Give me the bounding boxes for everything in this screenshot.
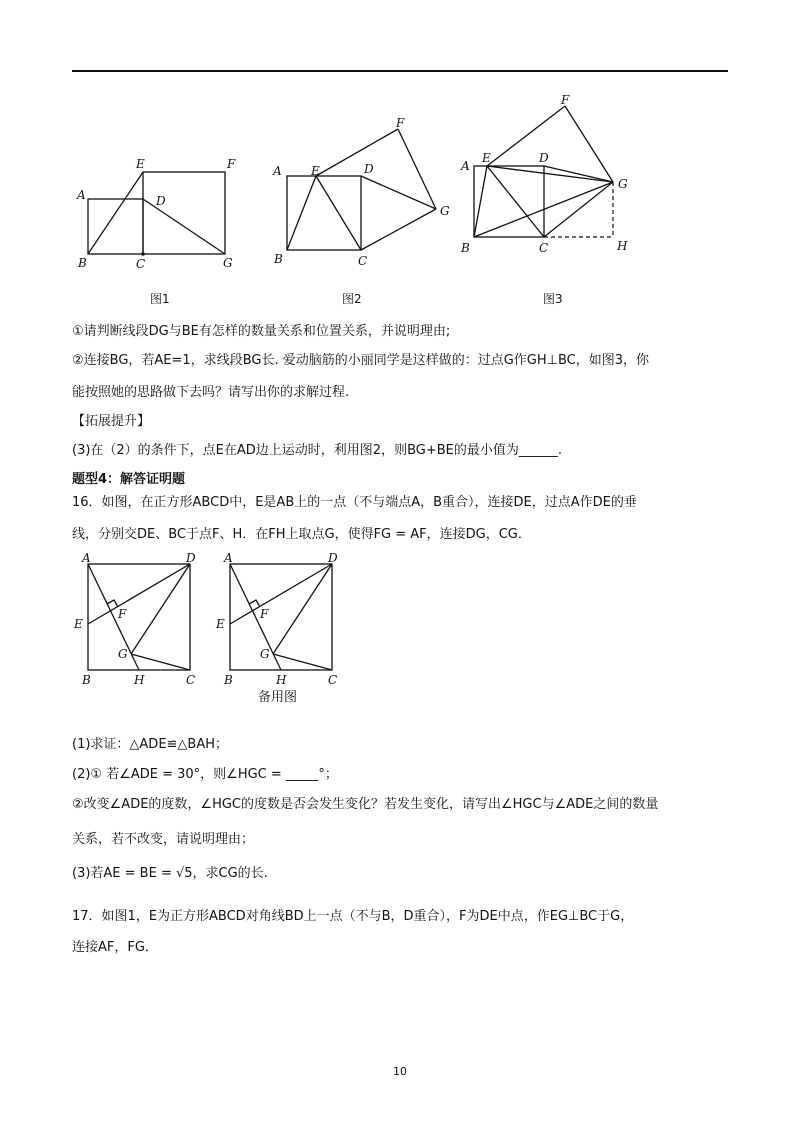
figure-q16-spare: [214, 548, 349, 688]
fig3-label-f: F: [561, 93, 570, 107]
fig2-label-c: C: [358, 254, 368, 268]
fig1-label-f: F: [227, 157, 236, 171]
q17-line2: 连接AF，FG．: [72, 940, 158, 955]
fig3-label-h: H: [617, 239, 628, 253]
fig2-caption: 图2: [342, 292, 362, 306]
fig3-label-d: D: [539, 151, 549, 165]
question-part3: (3)在（2）的条件下，点E在AD边上运动时，利用图2，则BG+BE的最小值为______.: [72, 443, 562, 458]
fig2-label-a: A: [273, 164, 282, 178]
q16-part1: (1)求证：△ADE≌△BAH；: [72, 737, 229, 752]
q16-line1: 16．如图，在正方形ABCD中，E是AB上的一点（不与端点A，B重合），连接DE，过点A作DE的垂: [72, 495, 637, 510]
fig1-label-a: A: [77, 188, 86, 202]
q16-spare-label-h: H: [276, 673, 287, 687]
extension-heading: 【拓展提升】: [72, 414, 151, 429]
fig1-label-b: B: [78, 256, 87, 270]
q16-main-label-a: A: [82, 551, 91, 565]
q16-spare-label-a: A: [224, 551, 233, 565]
fig2-label-e: E: [311, 164, 320, 178]
q16-spare-label-b: B: [224, 673, 233, 687]
fig3-label-b: B: [461, 241, 470, 255]
fig1-label-d: D: [156, 194, 166, 208]
fig2-label-d: D: [364, 162, 374, 176]
fig3-label-g: G: [618, 177, 628, 191]
q16-main-label-g: G: [118, 647, 128, 661]
fig3-label-a: A: [461, 159, 470, 173]
question-part2-line2: 能按照她的思路做下去吗？请写出你的求解过程.: [72, 385, 350, 400]
fig3-label-c: C: [539, 241, 549, 255]
q16-part3: (3)若AE = BE = √5，求CG的长.: [72, 866, 268, 881]
q16-main-label-e: E: [74, 617, 83, 631]
question-part2-line1: ②连接BG，若AE=1，求线段BG长. 爱动脑筋的小丽同学是这样做的：过点G作GH⊥BC，如图3，你: [72, 353, 650, 368]
q16-main-label-b: B: [82, 673, 91, 687]
q16-part2b-line2: 关系，若不改变，请说明理由；: [72, 832, 255, 847]
figure-3: [455, 90, 640, 265]
fig2-label-g: G: [440, 204, 450, 218]
q16-line2: 线，分别交DE、BC于点F、H．在FH上取点G，使得FG = AF，连接DG，CG．: [72, 527, 531, 542]
q16-main-label-h: H: [134, 673, 145, 687]
figure-2: [268, 115, 463, 275]
fig1-label-e: E: [136, 157, 145, 171]
fig2-label-f: F: [396, 116, 405, 130]
q16-part2b-line1: ②改变∠ADE的度数，∠HGC的度数是否会发生变化？若发生变化，请写出∠HGC与∠ADE之间的数量: [72, 797, 659, 812]
fig3-label-e: E: [482, 151, 491, 165]
q16-main-label-d: D: [186, 551, 196, 565]
figure-q16-main: [72, 548, 207, 688]
q17-line1: 17．如图1，E为正方形ABCD对角线BD上一点（不与B，D重合），F为DE中点，作EG⊥BC于G，: [72, 909, 634, 924]
figure-1: [72, 150, 252, 275]
q16-spare-label-g: G: [260, 647, 270, 661]
fig3-caption: 图3: [543, 292, 563, 306]
q16-spare-label-f: F: [260, 607, 269, 621]
fig1-label-c: C: [136, 257, 146, 271]
fig2-label-b: B: [274, 252, 283, 266]
fig1-caption: 图1: [150, 292, 170, 306]
q16-spare-caption: 备用图: [258, 690, 298, 705]
question-part1: ①请判断线段DG与BE有怎样的数量关系和位置关系，并说明理由;: [72, 324, 451, 339]
section-title: 题型4：解答证明题: [72, 472, 186, 487]
page-number: 10: [393, 1065, 407, 1078]
header-rule: [72, 70, 728, 72]
q16-main-label-c: C: [186, 673, 196, 687]
q16-spare-label-d: D: [328, 551, 338, 565]
q16-spare-label-e: E: [216, 617, 225, 631]
q16-part2a: (2)① 若∠ADE = 30°，则∠HGC = _____°；: [72, 767, 338, 782]
q16-main-label-f: F: [118, 607, 127, 621]
fig1-label-g: G: [223, 256, 233, 270]
q16-spare-label-c: C: [328, 673, 338, 687]
